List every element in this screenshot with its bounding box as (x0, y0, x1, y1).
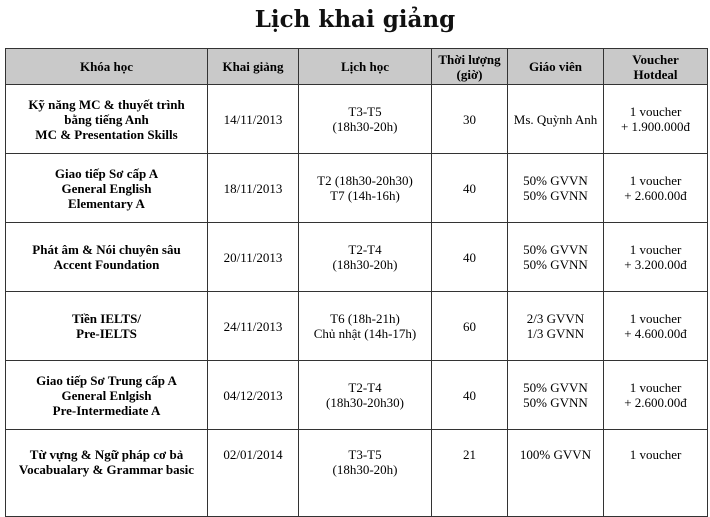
voucher-line: 1 voucher (629, 447, 682, 462)
table-row (6, 292, 708, 361)
schedule-line: (18h30-20h) (332, 257, 398, 272)
start-date-cell: 04/12/2013 (208, 361, 299, 430)
table-row (6, 154, 708, 223)
schedule-line: T6 (18h-21h) (330, 311, 400, 326)
course-line: bằng tiếng Anh (64, 111, 149, 127)
teacher-cell (508, 361, 604, 430)
course-cell (6, 430, 208, 517)
schedule-cell (299, 85, 432, 154)
course-line: Pre-IELTS (76, 326, 137, 341)
duration-cell: 21 (432, 430, 508, 517)
table-header-row (6, 49, 708, 85)
duration-cell: 40 (432, 223, 508, 292)
table-row (6, 223, 708, 292)
duration-cell: 40 (432, 154, 508, 223)
voucher-line: + 1.900.000đ (620, 119, 691, 134)
teacher-line: 50% GVNN (523, 395, 588, 410)
header-course: Khóa học (6, 49, 208, 85)
header-voucher-line: Voucher (632, 51, 679, 67)
start-date-cell: 20/11/2013 (208, 223, 299, 292)
course-cell (6, 292, 208, 361)
schedule-line: T2 (18h30-20h30) (317, 173, 413, 188)
duration-cell: 30 (432, 85, 508, 154)
voucher-line: 1 voucher (629, 242, 682, 257)
teacher-line: 50% GVVN (523, 380, 588, 395)
voucher-cell (604, 154, 708, 223)
voucher-cell (604, 223, 708, 292)
table-row (6, 85, 708, 154)
voucher-line: + 3.200.00đ (624, 257, 687, 272)
header-teacher: Giáo viên (508, 49, 604, 85)
voucher-cell (604, 85, 708, 154)
header-start-date: Khai giảng (208, 49, 299, 85)
course-line: General English (61, 180, 152, 196)
schedule-line: T2-T4 (348, 380, 382, 395)
voucher-line: + 2.600.00đ (624, 395, 687, 410)
duration-cell: 40 (432, 361, 508, 430)
header-duration (432, 49, 508, 85)
schedule-cell (299, 430, 432, 517)
teacher-line: 50% GVNN (523, 188, 588, 203)
schedule-table (5, 48, 708, 517)
course-line: Vocabualary & Grammar basic (18, 462, 195, 477)
teacher-cell (508, 85, 604, 154)
course-line: Phát âm & Nói chuyên sâu (32, 242, 181, 257)
start-date-cell: 02/01/2014 (208, 430, 299, 517)
table-row (6, 430, 708, 517)
voucher-line: 1 voucher (629, 173, 682, 188)
teacher-cell (508, 292, 604, 361)
header-voucher (604, 49, 708, 85)
schedule-line: (18h30-20h) (332, 119, 398, 134)
schedule-line: T3-T5 (348, 104, 382, 119)
schedule-cell (299, 223, 432, 292)
schedule-line: T3-T5 (348, 447, 382, 462)
voucher-cell (604, 292, 708, 361)
course-line: General Enlgish (61, 387, 152, 403)
table-row (6, 361, 708, 430)
teacher-cell (508, 154, 604, 223)
header-schedule: Lịch học (299, 49, 432, 85)
course-cell (6, 85, 208, 154)
header-voucher-line: Hotdeal (633, 66, 678, 82)
schedule-line: (18h30-20h30) (326, 395, 404, 410)
header-duration-line: Thời lượng (438, 51, 501, 67)
schedule-cell (299, 292, 432, 361)
schedule-cell (299, 154, 432, 223)
course-line: Giao tiếp Sơ cấp A (54, 165, 159, 181)
voucher-line: 1 voucher (629, 380, 682, 395)
course-line: Từ vựng & Ngữ pháp cơ bả (29, 447, 184, 462)
voucher-line: + 2.600.00đ (624, 188, 687, 203)
course-line: Giao tiếp Sơ Trung cấp A (36, 372, 177, 388)
header-duration-line: (giờ) (456, 66, 483, 82)
teacher-line: 1/3 GVNN (526, 326, 585, 341)
teacher-line: 50% GVVN (523, 173, 588, 188)
course-line: Accent Foundation (53, 257, 160, 272)
teacher-line: 2/3 GVVN (526, 311, 585, 326)
schedule-cell (299, 361, 432, 430)
schedule-line: Chủ nhật (14h-17h) (313, 326, 417, 341)
teacher-line: 50% GVVN (523, 242, 588, 257)
duration-cell: 60 (432, 292, 508, 361)
voucher-line: + 4.600.00đ (624, 326, 687, 341)
start-date-cell: 14/11/2013 (208, 85, 299, 154)
page-title: Lịch khai giảng (254, 6, 456, 33)
course-cell (6, 154, 208, 223)
teacher-cell (508, 430, 604, 517)
course-line: Kỹ năng MC & thuyết trình (28, 96, 185, 112)
course-cell (6, 361, 208, 430)
course-line: MC & Presentation Skills (35, 126, 178, 142)
schedule-line: T7 (14h-16h) (330, 188, 400, 203)
voucher-cell (604, 361, 708, 430)
teacher-line: Ms. Quỳnh Anh (513, 111, 598, 127)
schedule-line: (18h30-20h) (332, 462, 398, 477)
teacher-line: 100% GVVN (519, 447, 592, 462)
teacher-line: 50% GVNN (523, 257, 588, 272)
voucher-cell (604, 430, 708, 517)
voucher-line: 1 voucher (629, 311, 682, 326)
start-date-cell: 18/11/2013 (208, 154, 299, 223)
schedule-line: T2-T4 (348, 242, 382, 257)
voucher-line: 1 voucher (629, 104, 682, 119)
course-line: Pre-Intermediate A (52, 402, 161, 418)
teacher-cell (508, 223, 604, 292)
course-cell (6, 223, 208, 292)
course-line: Elementary A (68, 195, 145, 211)
course-line: Tiền IELTS/ (71, 311, 142, 326)
start-date-cell: 24/11/2013 (208, 292, 299, 361)
